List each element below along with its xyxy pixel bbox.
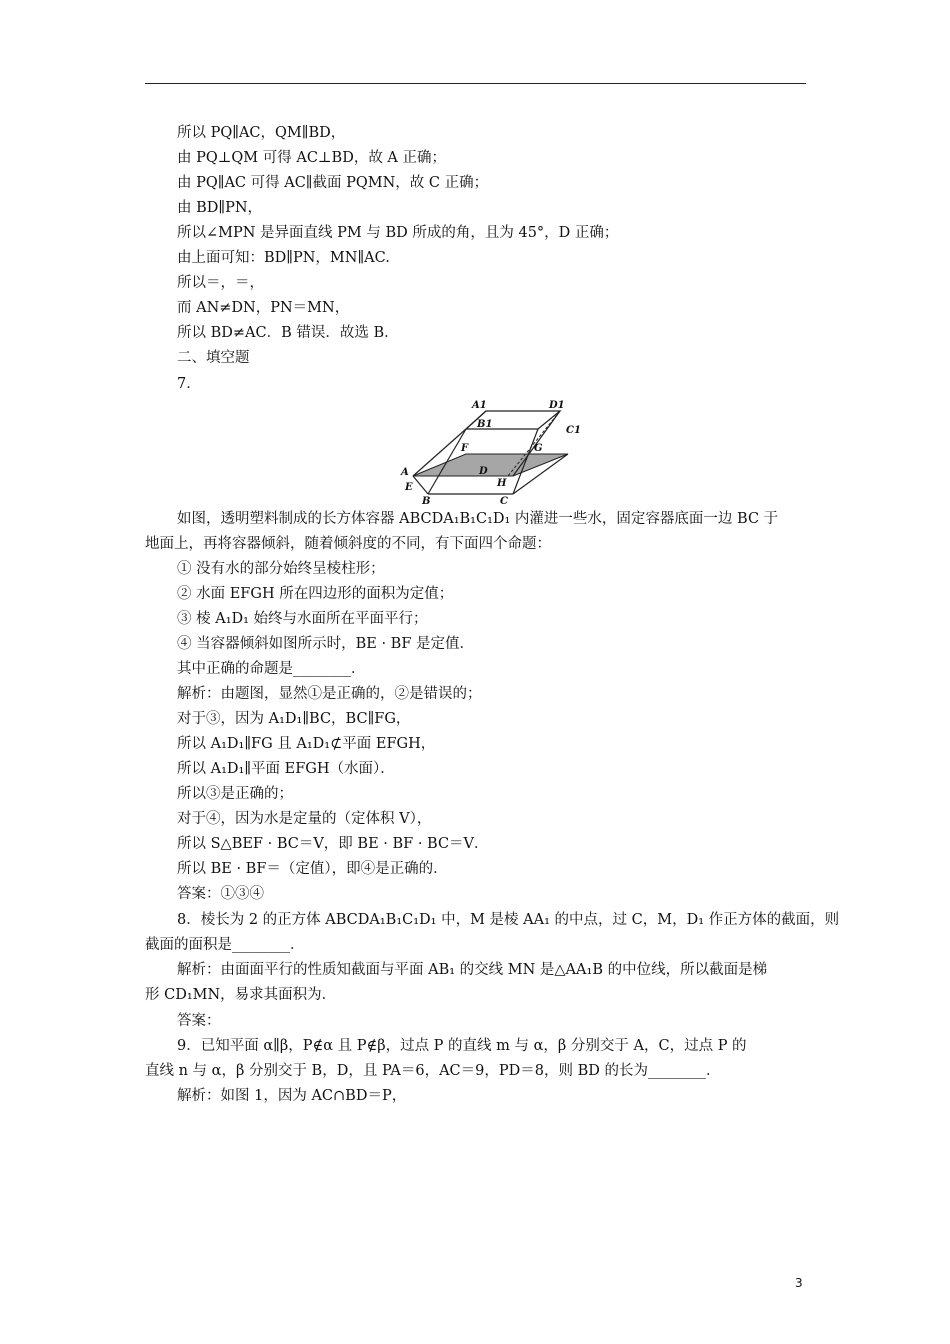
label-C1: C1	[566, 425, 581, 436]
cuboid-figure	[398, 396, 588, 506]
answer-line: 答案：①③④	[177, 886, 264, 902]
text-line: 如图，透明塑料制成的长方体容器 ABCDA₁B₁C₁D₁ 内灌进一些水，固定容器底面一边 BC 于	[177, 511, 779, 527]
proposition-4: ④ 当容器倾斜如图所示时，BE · BF 是定值．	[177, 636, 475, 652]
label-D1: D1	[549, 400, 565, 411]
proposition-1: ① 没有水的部分始终呈棱柱形；	[177, 561, 385, 577]
text-line: 解析：如图 1，因为 AC∩BD＝P，	[177, 1088, 407, 1104]
text-line: 形 CD₁MN，易求其面积为．	[145, 987, 337, 1003]
label-B: B	[422, 496, 431, 506]
label-B1: B1	[477, 419, 493, 430]
answer-line: 答案：	[177, 1013, 221, 1029]
label-G: G	[534, 443, 543, 454]
text-line: 直线 n 与 α，β 分别交于 B，D，且 PA＝6，AC＝9，PD＝8，则 BD 的长为________．	[145, 1063, 721, 1079]
text-line: 由上面可知：BD∥PN，MN∥AC.	[177, 250, 390, 266]
label-C: C	[500, 496, 508, 506]
text-line: 所以∠MPN 是异面直线 PM 与 BD 所成的角，且为 45°，D 正确；	[177, 225, 619, 241]
text-line: 由 PQ⊥QM 可得 AC⊥BD，故 A 正确；	[177, 150, 447, 166]
text-line: 由 PQ∥AC 可得 AC∥截面 PQMN，故 C 正确；	[177, 175, 489, 191]
page-number: 3	[795, 1276, 803, 1290]
label-A1: A1	[472, 400, 487, 411]
water-surface	[413, 454, 568, 476]
question-number: 7．	[177, 376, 201, 392]
text-line: 所以 PQ∥AC，QM∥BD，	[177, 125, 346, 141]
text-line: 而 AN≠DN，PN＝MN，	[177, 300, 350, 316]
label-A: A	[401, 467, 409, 478]
header-rule	[145, 83, 806, 84]
text-line: 对于③，因为 A₁D₁∥BC，BC∥FG，	[177, 711, 411, 727]
cuboid-diagram	[398, 396, 588, 506]
text-line: 地面上，再将容器倾斜，随着倾斜度的不同，有下面四个命题：	[145, 536, 551, 552]
text-line: 9．已知平面 α∥β，P∉α 且 P∉β，过点 P 的直线 m 与 α，β 分别交于 A，C，过点 P 的	[177, 1038, 747, 1054]
proposition-3: ③ 棱 A₁D₁ 始终与水面所在平面平行；	[177, 611, 428, 627]
text-line: 所以 BD≠AC．B 错误．故选 B．	[177, 325, 399, 341]
label-E: E	[405, 482, 413, 493]
text-line: 所以 A₁D₁∥平面 EFGH（水面）．	[177, 761, 395, 777]
text-line: 所以＝，＝，	[177, 275, 264, 291]
label-F: F	[461, 443, 469, 454]
text-line: 对于④，因为水是定量的（定体积 V），	[177, 811, 432, 827]
label-H: H	[497, 478, 507, 489]
text-line: 8．棱长为 2 的正方体 ABCDA₁B₁C₁D₁ 中，M 是棱 AA₁ 的中点，过 C，M，D₁ 作正方体的截面，则	[177, 912, 840, 928]
proposition-2: ② 水面 EFGH 所在四边形的面积为定值；	[177, 586, 454, 602]
text-line: 所以 S△BEF · BC＝V，即 BE · BF · BC＝V．	[177, 836, 489, 852]
section-heading: 二、填空题	[177, 350, 250, 366]
text-line: 由 BD∥PN，	[177, 200, 263, 216]
text-line: 其中正确的命题是________．	[177, 661, 366, 677]
text-line: 解析：由题图，显然①是正确的，②是错误的；	[177, 686, 482, 702]
text-line: 所以 BE · BF＝（定值），即④是正确的．	[177, 861, 448, 877]
text-line: 所以③是正确的；	[177, 786, 293, 802]
text-line: 所以 A₁D₁∥FG 且 A₁D₁⊄平面 EFGH，	[177, 736, 436, 752]
text-line: 解析：由面面平行的性质知截面与平面 AB₁ 的交线 MN 是△AA₁B 的中位线，所以截面是梯	[177, 962, 768, 978]
label-D: D	[479, 466, 488, 477]
text-line: 截面的面积是________．	[145, 937, 305, 953]
